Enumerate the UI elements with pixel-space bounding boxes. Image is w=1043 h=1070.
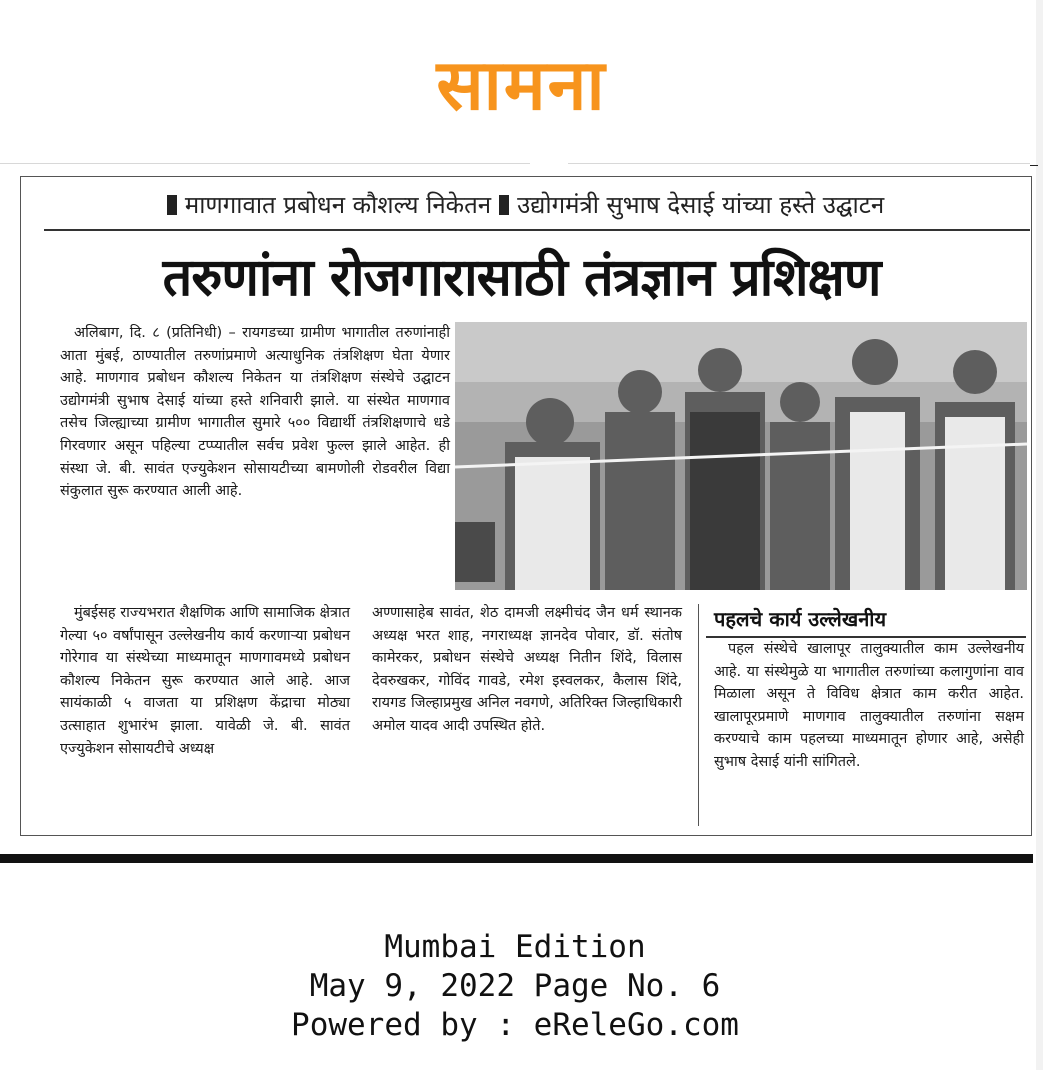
column-2-paragraph: अण्णासाहेब सावंत, शेठ दामजी लक्ष्मीचंद जैन धर्म स्थानक अध्यक्ष भरत शाह, नगराध्यक्ष ज्ञानदेव पोवार, डॉ. संतोष कामेरकर, प्रबोधन संस्थेचे अध्यक्ष नितीन शिंदे, विलास देवरुखकर, गोविंद गावडे, रमेश इस्वलकर, कैलास शिंदे, रायगड जिल्हाप्रमुख अनिल नवगणे, अतिरिक्त जिल्हाधिकारी अमोल यादव आदी उपस्थित होते. [372, 605, 682, 734]
kicker-part-1: माणगावात प्रबोधन कौशल्य निकेतन [184, 191, 492, 219]
article-photo [455, 322, 1027, 590]
intro-paragraph: अलिबाग, दि. ८ (प्रतिनिधी) – रायगडच्या ग्रामीण भागातील तरुणांनाही आता मुंबई, ठाण्यातील तरुणांप्रमाणे अत्याधुनिक तंत्रशिक्षण घेता येणार आहे. माणगाव प्रबोधन कौशल्य निकेतन या तंत्रशिक्षण संस्थेचे उद्घाटन उद्योगमंत्री सुभाष देसाई यांच्या हस्ते शनिवारी झाले. या संस्थेत माणगाव तसेच जिल्ह्याच्या ग्रामीण भागातील सुमारे ५०० विद्यार्थी तंत्रशिक्षणाचे धडे गिरवणार असून पहिल्या टप्प्यातील सर्वच प्रवेश फुल्ल झाले आहेत. ही संस्था जे. बी. सावंत एज्युकेशन सोसायटीच्या बामणोली रोडवरील विद्या संकुलात सुरू करण्यात आली आहे. [60, 325, 450, 500]
page-bottom-rule [0, 854, 1033, 863]
page-edge [1036, 0, 1043, 1070]
column-divider [698, 604, 699, 826]
article-headline: तरुणांना रोजगारासाठी तंत्रज्ञान प्रशिक्षण [162, 248, 881, 308]
kicker-rule [44, 229, 1030, 231]
sidebar-subheading: पहलचे कार्य उल्लेखनीय [714, 607, 887, 631]
edition-footer [0, 928, 1030, 1045]
column-3-paragraph: पहल संस्थेचे खालापूर तालुक्यातील काम उल्लेखनीय आहे. या संस्थेमुळे या भागातील तरुणांच्या कलागुणांना वाव मिळाला असून ते विविध क्षेत्रात काम करीत आहेत. खालापूरप्रमाणे माणगाव तालुक्यातील तरुणांना सक्षम करण्याचे काम पहलच्या माध्यमातून होणार आहे, असेही सुभाष देसाई यांनी सांगितले. [714, 641, 1024, 770]
margin-tick [1030, 165, 1038, 166]
article-kicker [0, 188, 1043, 222]
article-column-2 [372, 602, 682, 738]
masthead-rule [568, 163, 1030, 164]
column-1-paragraph: मुंबईसह राज्यभरात शैक्षणिक आणि सामाजिक क्षेत्रात गेल्या ५० वर्षांपासून उल्लेखनीय कार्य करणाऱ्या प्रबोधन गोरेगाव या संस्थेच्या माध्यमातून माणगावमध्ये प्रबोधन कौशल्य निकेतन सुरू करण्यात आले आहे. आज सायंकाळी ५ वाजता या प्रशिक्षण केंद्राचा मोठ्या उत्साहात शुभारंभ झाला. यावेळी जे. बी. सावंत एज्युकेशन सोसायटीचे अध्यक्ष [60, 605, 350, 757]
kicker-part-2: उद्योगमंत्री सुभाष देसाई यांच्या हस्ते उद्घाटन [517, 191, 885, 219]
bullet-block-icon [167, 195, 177, 215]
bullet-block-icon [499, 195, 509, 215]
newspaper-masthead: सामना [436, 44, 607, 126]
article-intro [60, 322, 450, 503]
edition-name: Mumbai Edition [384, 929, 646, 965]
article-column-3 [714, 638, 1024, 774]
edition-date-page: May 9, 2022 Page No. 6 [309, 968, 721, 1004]
masthead-rule [0, 163, 530, 164]
article-column-1 [60, 602, 350, 760]
powered-by: Powered by : eReleGo.com [291, 1007, 739, 1043]
